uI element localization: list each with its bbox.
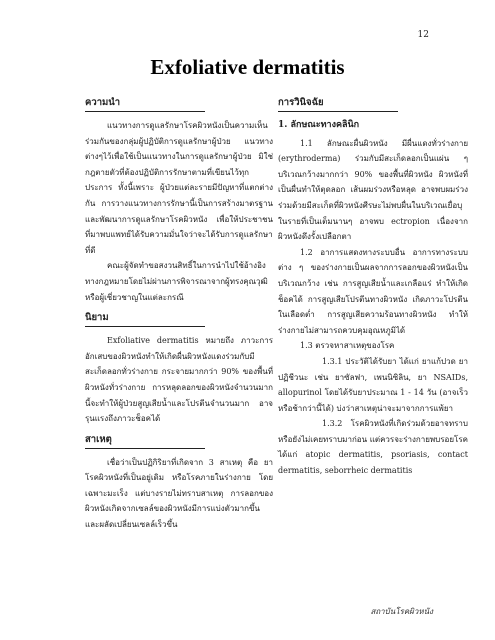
intro-paragraph-2: คณะผู้จัดทำขอสงวนสิทธิ์ในการนำไปใช้อ้างอิงทางกฎหมายโดยไม่ผ่านการพิจารณาจากผู้ทรงคุณวุฒิ หรือผู้เชี่ยวชาญในแต่ละกรณี [85,261,268,302]
paragraph-1-3-2: 1.3.2 โรคผิวหนังที่เกิดร่วมด้วยอาจทราบ หรือยังไม่เคยทราบมาก่อน แต่ควรจะร่างกายพบรอยโรค ได้แก่ atopic dermatitis, psoriasis, contact dermatitis, seborrheic dermatitis [278,419,468,476]
subheading-clinical: 1. ลักษณะทางคลินิก [278,120,360,130]
paragraph-1-3-1: 1.3.1 ประวัติได้รับยา ได้แก่ ยาแก้ปวด ยาปฏิชีวนะ เช่น ยาซัลฟา, เพนนิซิลิน, ยา NSAIDs, allopurinol โดยได้รับยาประมาณ 1 - 14 วัน (อาจเร็วหรือช้ากว่านี้ได้) บ่งว่าสาเหตุน่าจะมาจากการแพ้ยา [278,356,468,413]
intro-paragraph-1: แนวทางการดูแลรักษาโรคผิวหนังเป็นความเห็นร่วมกันของกลุ่มผู้ปฏิบัติการดูแลรักษาผู้ป่วย แนวทางต่างๆไว้เพื่อใช้เป็นแนวทางในการดูแลรักษาผู้ป่วย มิใช่กฎตายตัวที่ต้องปฏิบัติการรักษาตามที่เขียนไว้ทุกประการ ทั้งนี้เพราะ ผู้ป่วยแต่ละรายมีปัญหาที่แตกต่างกัน การวางแนวทางการรักษานี้เป็นการสร้างมาตรฐานและพัฒนาการดูแลรักษาโรคผิวหนัง เพื่อให้ประชาชนที่มาพบแพทย์ได้รับความมั่นใจว่าจะได้รับการดูแลรักษาที่ดี [85,121,273,255]
paragraph-1-3: 1.3 ตรวจหาสาเหตุของโรค [300,341,395,351]
right-column [278,96,468,479]
section-heading-intro: ความนำ [85,96,205,112]
section-heading-cause: สาเหตุ [85,433,205,449]
cause-paragraph: เชื่อว่าเป็นปฏิกิริยาที่เกิดจาก 3 สาเหตุ คือ ยา โรคผิวหนังที่เป็นอยู่เดิม หรือโรคภายในร่างกาย โดยเฉพาะมะเร็ง แต่บางรายไม่ทราบสาเหตุ การลอกของผิวหนังเกิดจากเซลล์ของผิวหนังมีการแบ่งตัวมากขึ้น และผลัดเปลี่ยนเซลล์เร็วขึ้น [85,457,273,530]
footer-institution: สถาบันโรคผิวหนัง [370,607,433,616]
section-heading-definition: นิยาม [85,311,205,327]
paragraph-1-1: 1.1 ลักษณะผื่นผิวหนัง มีผื่นแดงทั่วร่างกาย (erythroderma) ร่วมกับมีสะเก็ดลอกเป็นแผ่น ๆ บริเวณกว้างมากกว่า 90% ของพื้นที่ผิวหนัง ผิวหนังที่เป็นผื่นทำให้ตุดลอก เส้นผมร่วงหรือหลุด อาจพบผมร่วงร่วมด้วยมีสะเก็ดที่ผิวหนังศีรษะไม่พบผื่นในบริเวณเยื่อบุ ในรายที่เป็นเต็มนานๆ อาจพบ ectropion เนื่องจากผิวหนังดึงรั้งเปลือกตา [278,138,468,242]
left-column [85,96,273,533]
page-number: 12 [417,30,429,40]
definition-paragraph: Exfoliative dermatitis หมายถึง ภาวะการอักเสบของผิวหนังทำให้เกิดผื่นผิวหนังแดงร่วมกับมีสะเก็ดลอกทั่วร่างกาย กระจายมากกว่า 90% ของพื้นที่ผิวหนังทั่วร่างกาย การหลุดลอกของผิวหนังจำนวนมากนี้จะทำให้ผู้ป่วยสูญเสียน้ำและโปรตีนจำนวนมาก อาจรุนแรงถึงภาวะช็อคได้ [85,336,273,424]
document-title: Exfoliative dermatitis [150,55,345,79]
paragraph-1-2: 1.2 อาการแสดงทางระบบอื่น อาการทางระบบต่าง ๆ ของร่างกายเป็นผลจากการลอกของผิวหนังเป็นบริเวณกว้าง เช่น การสูญเสียน้ำและเกลือแร่ ทำให้เกิดช็อคได้ การสูญเสียโปรตีนทางผิวหนัง เกิดภาวะโปรตีนในเลือดต่ำ การสูญเสียความร้อนทางผิวหนัง ทำให้ร่างกายไม่สามารถควบคุมอุณหภูมิได้ [278,247,468,335]
section-heading-diagnosis: การวินิจฉัย [278,96,398,112]
